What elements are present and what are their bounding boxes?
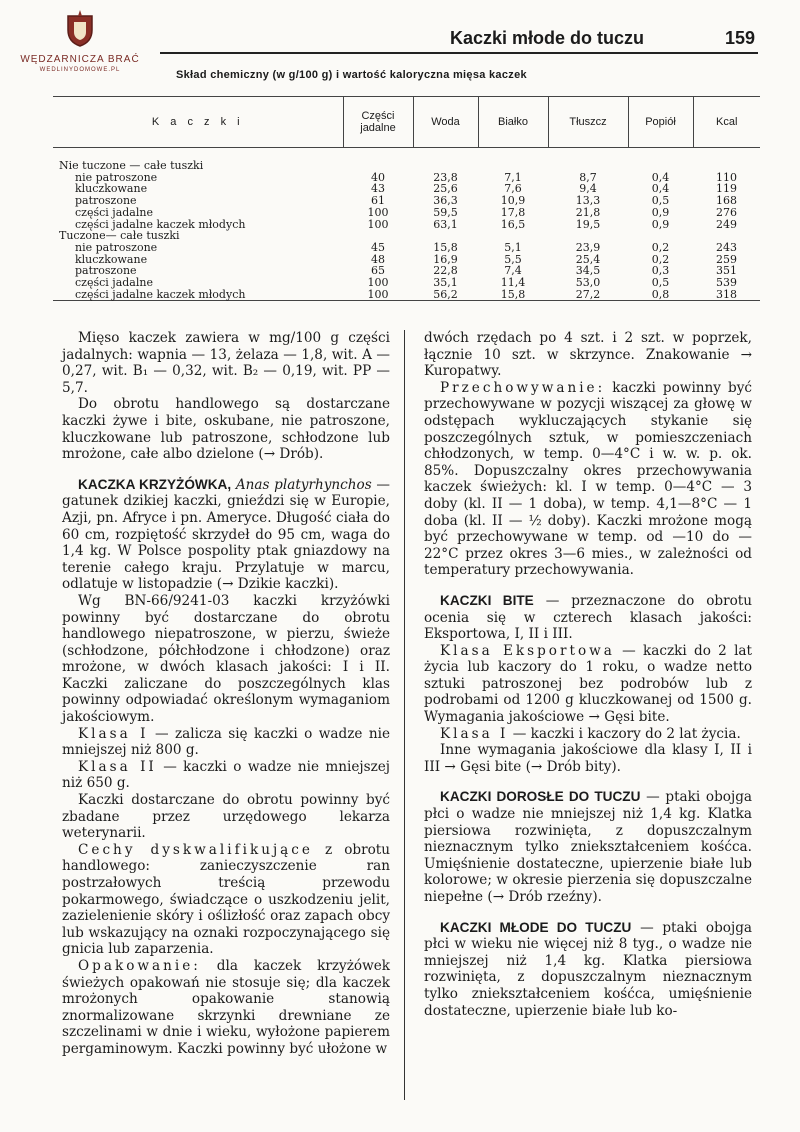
table-cell: 11,4 bbox=[500, 276, 526, 290]
composition-table bbox=[53, 96, 760, 301]
table-row bbox=[53, 277, 760, 289]
table-cell: 7,1 bbox=[504, 170, 522, 184]
table-cell: 23,9 bbox=[575, 240, 601, 254]
table-title: Skład chemiczny (w g/100 g) i wartość kaloryczna mięsa kaczek bbox=[176, 69, 527, 81]
table-cell: 276 bbox=[716, 205, 737, 219]
table-cell: 351 bbox=[716, 264, 737, 278]
col-header: Popiół bbox=[628, 97, 693, 148]
row-label: części jadalne bbox=[75, 276, 153, 290]
table-header-row bbox=[53, 97, 760, 148]
class-i: Klasa I — zalicza się kaczki o wadze nie mniejszej niż 800 g. bbox=[62, 725, 390, 759]
table-cell: 19,5 bbox=[575, 217, 601, 231]
table-cell: 10,9 bbox=[500, 194, 526, 208]
entry-text: — gatunek dzikiej kaczki, gnieździ się w Europie, Azji, pn. Afryce i pn. Ameryce. Długość ciała do 60 cm, rozpiętość skrzydeł do 95 cm, waga do 1,4 kg. W Polsce pospolity ptak gniazdowy na terenie całego kraju. Przylatuje w marcu, odlatuje w listopadzie (→ Dzikie kaczki). bbox=[62, 476, 390, 593]
table-cell: 15,8 bbox=[478, 289, 548, 301]
table-cell: 259 bbox=[716, 252, 737, 266]
table-cell: 110 bbox=[716, 170, 737, 184]
table-cell: 0,9 bbox=[651, 205, 670, 219]
table-cell: 5,5 bbox=[504, 252, 522, 266]
table-cell: 100 bbox=[367, 276, 389, 290]
table-cell: 100 bbox=[367, 205, 389, 219]
table-cell: 36,3 bbox=[433, 194, 458, 208]
row-label: części jadalne kaczek młodych bbox=[53, 289, 343, 301]
table-cell: 168 bbox=[716, 194, 737, 208]
crest-icon bbox=[62, 8, 98, 48]
table-cell: 100 bbox=[367, 217, 389, 231]
paragraph: Inne wymagania jakościowe dla klasy I, II i III → Gęsi bite (→ Drób bity). bbox=[424, 742, 752, 775]
row-label: patroszone bbox=[75, 264, 137, 278]
table-cell: 59,5 bbox=[433, 205, 458, 219]
table-cell: 0,4 bbox=[651, 182, 670, 196]
row-label: nie patroszone bbox=[75, 240, 158, 254]
table-cell: 45 bbox=[371, 240, 385, 254]
col-header: Tłuszcz bbox=[548, 97, 628, 148]
col-header: Woda bbox=[413, 97, 478, 148]
table-cell: 249 bbox=[716, 217, 737, 231]
table-cell: 34,5 bbox=[575, 264, 601, 278]
entry-text: — ptaki obojga płci o wadze nie mniejszej niż 1,4 kg. Klatka piersiowa rozwinięta, z dopuszczalnym nieznacznym tylko zniekształceniem kośćca. Umięśnienie dostateczne, upierzenie białe lub kolorowe; w okresie pierzenia się dopuszczalne niepełne (→ Drób rzeźny). bbox=[424, 789, 752, 905]
row-label: nie patroszone bbox=[75, 170, 158, 184]
table-cell: 8,7 bbox=[579, 170, 597, 184]
col-header: K a c z k i bbox=[53, 97, 343, 148]
table-cell: 0,9 bbox=[651, 217, 670, 231]
packaging: Opakowanie: dla kaczek krzyżówek świeżych opakowań nie stosuje się; dla kaczek mrożonych opakowanie stanowią znormalizowane skrzynki drewniane ze szczelinami w dnie i wieku, wyłożone papierem pergaminowym. Kaczki powinny być ułożone w bbox=[62, 957, 390, 1057]
entry-title: KACZKI MŁODE DO TUCZU bbox=[440, 919, 632, 935]
col-header: Kcal bbox=[693, 97, 760, 148]
storage: Przechowywanie: kaczki powinny być przechowywane w pozycji wiszącej za głowę w odstępach wykluczających stykanie się poszczególnych sztuk, w pomieszczeniach chłodzonych, w temp. 0—4°C i w. w. p. ok. 85%. Dopuszczalny okres przechowywania kaczek świeżych: kl. I w temp. 0—4°C — 3 doby (kl. II — 1 doba), w temp. 4,1—8°C — 1 doba (kl. II — ½ doby). Kaczki mrożone mogą być przechowywane w temp. od —10 do —22°C przez okres 3—6 mies., w zależności od temperatury przechowywania. bbox=[424, 379, 752, 579]
table-cell: 0,5 bbox=[651, 194, 670, 208]
entry-text: — ptaki obojga płci w wieku nie więcej niż 8 tyg., o wadze nie mniejszej niż 1,4 kg. Klatka piersiowa rozwinięta, z dopuszczalnym nieznacznym tylko zniekształceniem kośćca, umięśnienie dostateczne, upierzenie białe lub ko- bbox=[424, 919, 752, 1019]
row-label: patroszone bbox=[75, 194, 137, 208]
publisher-logo bbox=[10, 8, 150, 73]
table-row bbox=[53, 289, 760, 301]
class-i-bite: Klasa I — kaczki i kaczory do 2 lat życia. bbox=[440, 725, 741, 742]
entry-text: — przeznaczone do obrotu ocenia się w czterech klasach jakości: Eksportowa, I, II i III. bbox=[424, 592, 752, 643]
row-label: Tuczone— całe tuszki bbox=[59, 229, 180, 243]
table-cell bbox=[548, 148, 628, 172]
class-export: Klasa Eksportowa — kaczki do 2 lat życia lub kaczory do 1 roku, o wadze netto sztuki patroszonej bez podrobów lub z podrobami od 1200 g kluczkowanej od 1500 g. Wymagania jakościowe → Gęsi bite. bbox=[424, 642, 752, 726]
col-header: Białko bbox=[478, 97, 548, 148]
table-cell: 100 bbox=[343, 289, 413, 301]
table-row bbox=[53, 148, 760, 172]
column-divider bbox=[404, 330, 405, 1100]
table-cell: 539 bbox=[716, 276, 737, 290]
table-cell: 0,8 bbox=[628, 289, 693, 301]
table-cell: 5,1 bbox=[504, 240, 522, 254]
table-cell: 0,3 bbox=[651, 264, 670, 278]
right-column bbox=[424, 330, 752, 1019]
table-cell: 53,0 bbox=[575, 276, 601, 290]
row-label: kluczkowane bbox=[75, 252, 148, 266]
col-header: Części jadalne bbox=[343, 97, 413, 148]
table-cell: 15,8 bbox=[433, 240, 458, 254]
table-cell bbox=[413, 148, 478, 172]
table-cell: 43 bbox=[371, 182, 385, 196]
table-row bbox=[53, 242, 760, 254]
table-cell: 7,6 bbox=[504, 182, 522, 196]
header-title: Kaczki młode do tuczu bbox=[450, 28, 645, 48]
page-number: 159 bbox=[724, 28, 755, 48]
disqualifying-features: Cechy dyskwalifikujące z obrotu handlowego: zanieczyszczenie ran postrzałowych treścią przewodu pokarmowego, świadczące o uszkodzeniu jelit, zazielenienie skóry i oślizłość oraz zapach obcy lub wskazujący na oznaki rozpoczynającego się gnicia lub zaparzenia. bbox=[62, 841, 390, 958]
paragraph: Wg BN-66/9241-03 kaczki krzyżówki powinny być dostarczane do obrotu handlowego niepatroszone, w pierzu, świeże (schłodzone, półchłodzone i chłodzone) oraz mrożone, w dwóch klasach jakości: I i II. Kaczki zaliczane do poszczególnych klas powinny odpowiadać określonym wymaganiom jakościowym. bbox=[62, 592, 390, 726]
latin-name: Anas platyrhynchos bbox=[235, 476, 372, 493]
table-cell: 35,1 bbox=[433, 276, 458, 290]
table-cell: 23,8 bbox=[433, 170, 458, 184]
paragraph: Kaczki dostarczane do obrotu powinny być zbadane przez urzędowego lekarza weterynarii. bbox=[62, 792, 390, 842]
table-cell: 25,6 bbox=[433, 182, 458, 196]
table-cell: 9,4 bbox=[579, 182, 597, 196]
table-cell: 61 bbox=[371, 194, 385, 208]
table-cell bbox=[478, 148, 548, 172]
class-ii: Klasa II — kaczki o wadze nie mniejszej niż 650 g. bbox=[62, 758, 391, 792]
table-row bbox=[53, 207, 760, 219]
row-label: części jadalne bbox=[75, 205, 153, 219]
table-cell: 7,4 bbox=[504, 264, 522, 278]
left-column bbox=[62, 330, 390, 1058]
table-cell bbox=[693, 148, 760, 172]
table-cell: 0,2 bbox=[651, 252, 670, 266]
table-cell: 318 bbox=[693, 289, 760, 301]
table-cell: 16,5 bbox=[500, 217, 526, 231]
table-cell: 0,4 bbox=[651, 170, 670, 184]
row-label: Nie tuczone — całe tuszki bbox=[59, 159, 204, 172]
paragraph: Mięso kaczek zawiera w mg/100 g części jadalnych: wapnia — 13, żelaza — 1,8, wit. A — 0,27, wit. B₁ — 0,32, wit. B₂ — 0,19, wit. PP — 5,7. bbox=[62, 330, 390, 396]
row-label: części jadalne kaczek młodych bbox=[75, 217, 246, 231]
table-cell: 17,8 bbox=[500, 205, 526, 219]
entry-kaczki-dorosle bbox=[424, 789, 752, 905]
table-cell: 22,8 bbox=[433, 264, 458, 278]
table-cell: 40 bbox=[371, 170, 385, 184]
table-body bbox=[53, 148, 760, 301]
table-cell: 63,1 bbox=[433, 217, 458, 231]
table-cell: 48 bbox=[371, 252, 385, 266]
entry-title: KACZKI BITE bbox=[440, 592, 534, 608]
entry-kaczki-mlode bbox=[424, 920, 752, 1020]
table-cell: 243 bbox=[716, 240, 737, 254]
table-cell: 56,2 bbox=[413, 289, 478, 301]
table-cell: 16,9 bbox=[433, 252, 458, 266]
table-cell: 0,5 bbox=[651, 276, 670, 290]
table-cell: 21,8 bbox=[575, 205, 601, 219]
paragraph: Do obrotu handlowego są dostarczane kaczki żywe i bite, oskubane, nie patroszone, kluczkowane lub patroszone, schłodzone lub mrożone, całe albo dzielone (→ Drób). bbox=[62, 396, 390, 463]
table-cell: 13,3 bbox=[575, 194, 601, 208]
logo-site-text: WEDLINYDOMOWE.PL bbox=[39, 67, 121, 73]
row-label: kluczkowane bbox=[75, 182, 148, 196]
table-cell bbox=[628, 148, 693, 172]
entry-kaczka-krzyzowka bbox=[62, 477, 390, 593]
table-cell: 25,4 bbox=[575, 252, 601, 266]
table-cell: 65 bbox=[371, 264, 385, 278]
table-cell: 0,2 bbox=[651, 240, 670, 254]
table-cell: 119 bbox=[716, 182, 737, 196]
paragraph: dwóch rzędach po 4 szt. i 2 szt. w poprzek, łącznie 10 szt. w skrzynce. Znakowanie → Kuropatwy. bbox=[424, 330, 752, 380]
header-rule bbox=[160, 52, 758, 54]
table-cell bbox=[343, 148, 413, 172]
running-header bbox=[450, 28, 755, 52]
entry-title: KACZKI DOROSŁE DO TUCZU bbox=[440, 789, 641, 805]
entry-title: KACZKA KRZYŻÓWKA, bbox=[78, 476, 232, 492]
logo-brand-text: WĘDZARNICZA BRAĆ bbox=[20, 54, 140, 65]
table-cell: 27,2 bbox=[548, 289, 628, 301]
entry-kaczki-bite bbox=[424, 593, 752, 643]
